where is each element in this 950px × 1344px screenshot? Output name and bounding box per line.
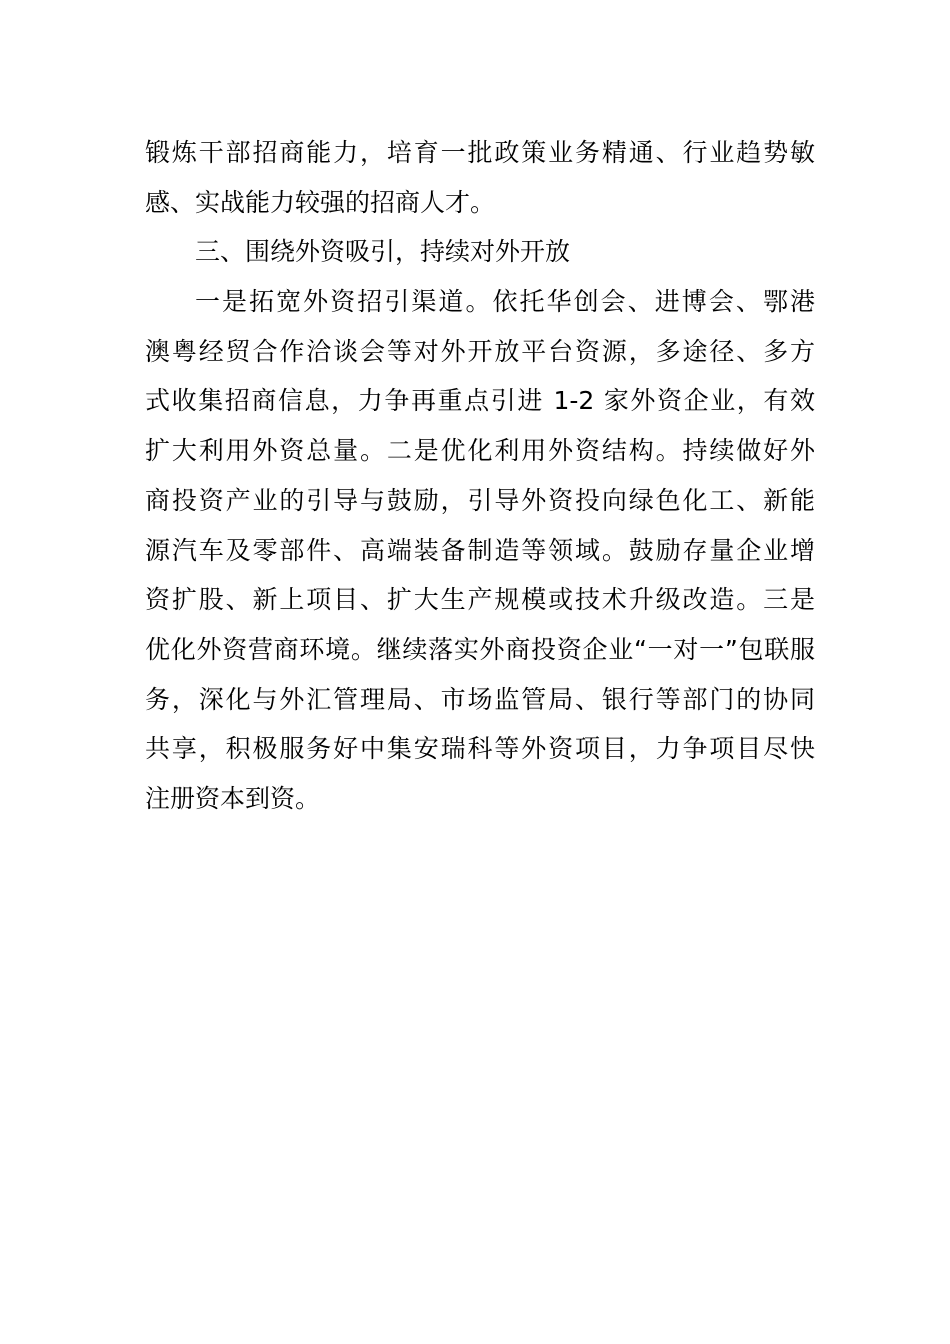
paragraph-line: 资扩股、新上项目、扩大生产规模或技术升级改造。三是 [145,585,815,615]
paragraph-line: 注册资本到资。 [145,783,321,813]
section-heading: 三、围绕外资吸引，持续对外开放 [195,237,571,267]
paragraph-line: 锻炼干部招商能力，培育一批政策业务精通、行业趋势敏 [145,138,815,167]
paragraph-line: 商投资产业的引导与鼓励，引导外资投向绿色化工、新能 [145,485,815,515]
paragraph-line: 务，深化与外汇管理局、市场监管局、银行等部门的协同 [145,684,815,714]
paragraph-line: 共享，积极服务好中集安瑞科等外资项目，力争项目尽快 [145,734,815,764]
paragraph-line: 源汽车及零部件、高端装备制造等领域。鼓励存量企业增 [145,535,815,565]
paragraph-line: 感、实战能力较强的招商人才。 [145,187,496,217]
paragraph-line: 一是拓宽外资招引渠道。依托华创会、进博会、鄂港 [195,287,815,317]
paragraph-line: 扩大利用外资总量。二是优化利用外资结构。持续做好外 [145,436,815,466]
document-body [145,128,815,824]
paragraph-line: 式收集招商信息，力争再重点引进 1-2 家外资企业，有效 [145,386,815,416]
paragraph-line: 澳粤经贸合作洽谈会等对外开放平台资源，多途径、多方 [145,336,815,366]
paragraph-line: 优化外资营商环境。继续落实外商投资企业“一对一”包联服 [145,634,815,664]
